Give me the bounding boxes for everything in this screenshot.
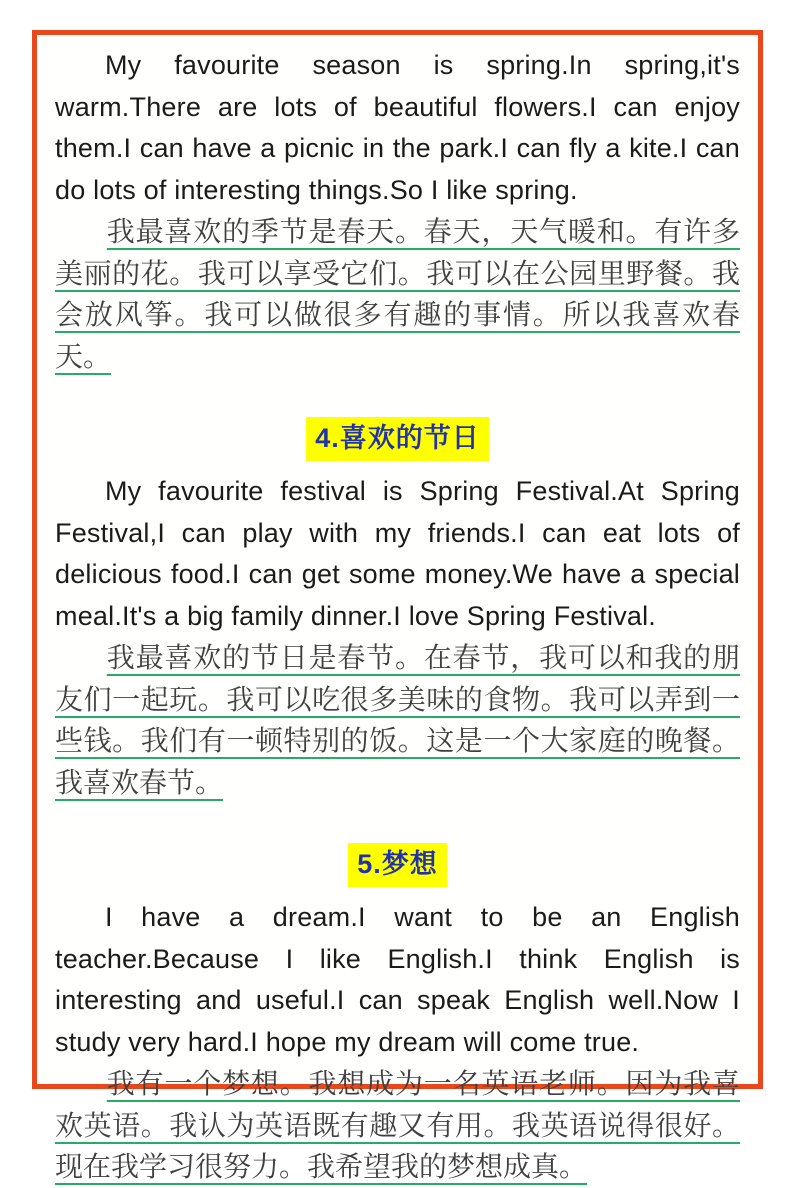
chinese-translation-festival: 我最喜欢的节日是春节。在春节，我可以和我的朋友们一起玩。我可以吃很多美味的食物。我可以弄到一些钱。我们有一顿特别的饭。这是一个大家庭的晚餐。我喜欢春节。 bbox=[55, 642, 740, 798]
section-header-festival bbox=[55, 417, 740, 461]
section-title-highlight: 5.梦想 bbox=[348, 843, 447, 887]
english-paragraph-season: My favourite season is spring.In spring,it's warm.There are lots of beautiful flowers.I can enjoy them.I can have a picnic in the park.I can fly a kite.I can do lots of interesting things.So I like spring. bbox=[55, 50, 740, 205]
section-title-highlight: 4.喜欢的节日 bbox=[306, 417, 489, 461]
document-page bbox=[32, 30, 763, 1182]
section-header-dream bbox=[55, 843, 740, 887]
english-paragraph-festival: My favourite festival is Spring Festival.At Spring Festival,I can play with my friends.I can eat lots of delicious food.I can get some money.We have a special meal.It's a big family dinner.I love Spring Festival. bbox=[55, 476, 740, 631]
chinese-translation-season: 我最喜欢的季节是春天。春天，天气暖和。有许多美丽的花。我可以享受它们。我可以在公园里野餐。我会放风筝。我可以做很多有趣的事情。所以我喜欢春天。 bbox=[55, 216, 740, 372]
chinese-translation-dream: 我有一个梦想。我想成为一名英语老师。因为我喜欢英语。我认为英语既有趣又有用。我英语说得很好。现在我学习很努力。我希望我的梦想成真。 bbox=[55, 1068, 740, 1182]
english-paragraph-dream: I have a dream.I want to be an English teacher.Because I like English.I think English is interesting and useful.I can speak English well.Now I study very hard.I hope my dream will come true. bbox=[55, 902, 740, 1057]
